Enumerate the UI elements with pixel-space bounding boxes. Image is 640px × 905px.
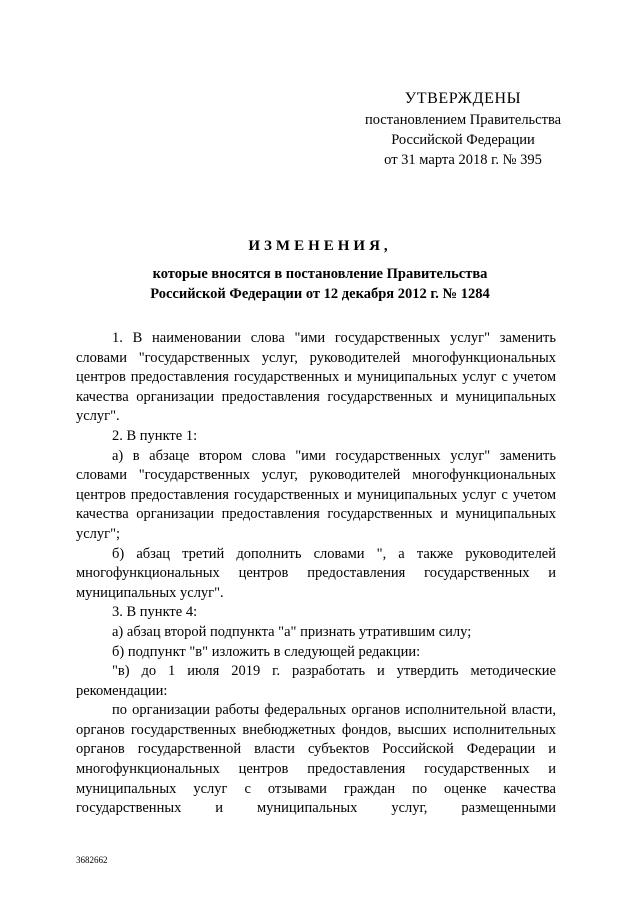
approval-block	[338, 88, 588, 170]
subtitle-line-1: которые вносятся в постановление Правительства	[152, 266, 488, 282]
document-subtitle	[90, 264, 550, 304]
paragraph-8: "в) до 1 июля 2019 г. разработать и утвердить методические рекомендации:	[76, 663, 556, 699]
paragraph-7: б) подпункт "в" изложить в следующей редакции:	[112, 643, 421, 660]
approval-line-3: от 31 марта 2018 г. № 395	[384, 152, 542, 168]
approval-line-2: Российской Федерации	[391, 132, 535, 148]
document-title: ИЗМЕНЕНИЯ,	[248, 238, 392, 254]
paragraph-2: 2. В пункте 1:	[112, 427, 198, 444]
document-body	[76, 329, 556, 819]
approval-heading: УТВЕРЖДЕНЫ	[404, 90, 522, 107]
paragraph-6: а) абзац второй подпункта "а" признать утратившим силу;	[112, 623, 472, 640]
paragraph-5: 3. В пункте 4:	[112, 604, 198, 621]
paragraph-9: по организации работы федеральных органов исполнительной власти, органов государственных внебюджетных фондов, высших исполнительных органов государственной власти субъектов Российской Федерации и многофункциональных центров предоставления государственных и муниципальных услуг с отзывами граждан по оценке качества государственных и муниципальных услуг, размещенными	[76, 702, 556, 817]
paragraph-3: а) в абзаце втором слова "ими государственных услуг" заменить словами "государственных услуг, руководителей многофункциональных центров предоставления государственных и муниципальных услуг с учетом качества организации предоставления государственных и муниципальных услуг";	[76, 447, 556, 542]
document-code: 3682662	[76, 855, 108, 865]
subtitle-line-2: Российской Федерации от 12 декабря 2012 г. № 1284	[150, 286, 490, 302]
paragraph-4: б) абзац третий дополнить словами ", а также руководителей многофункциональных центров предоставления государственных и муниципальных услуг".	[76, 545, 556, 601]
paragraph-1: 1. В наименовании слова "ими государственных услуг" заменить словами "государственных услуг, руководителей многофункциональных центров предоставления государственных и муниципальных услуг с учетом качества организации предоставления государственных и муниципальных услуг".	[76, 330, 556, 425]
approval-line-1: постановлением Правительства	[364, 112, 562, 128]
